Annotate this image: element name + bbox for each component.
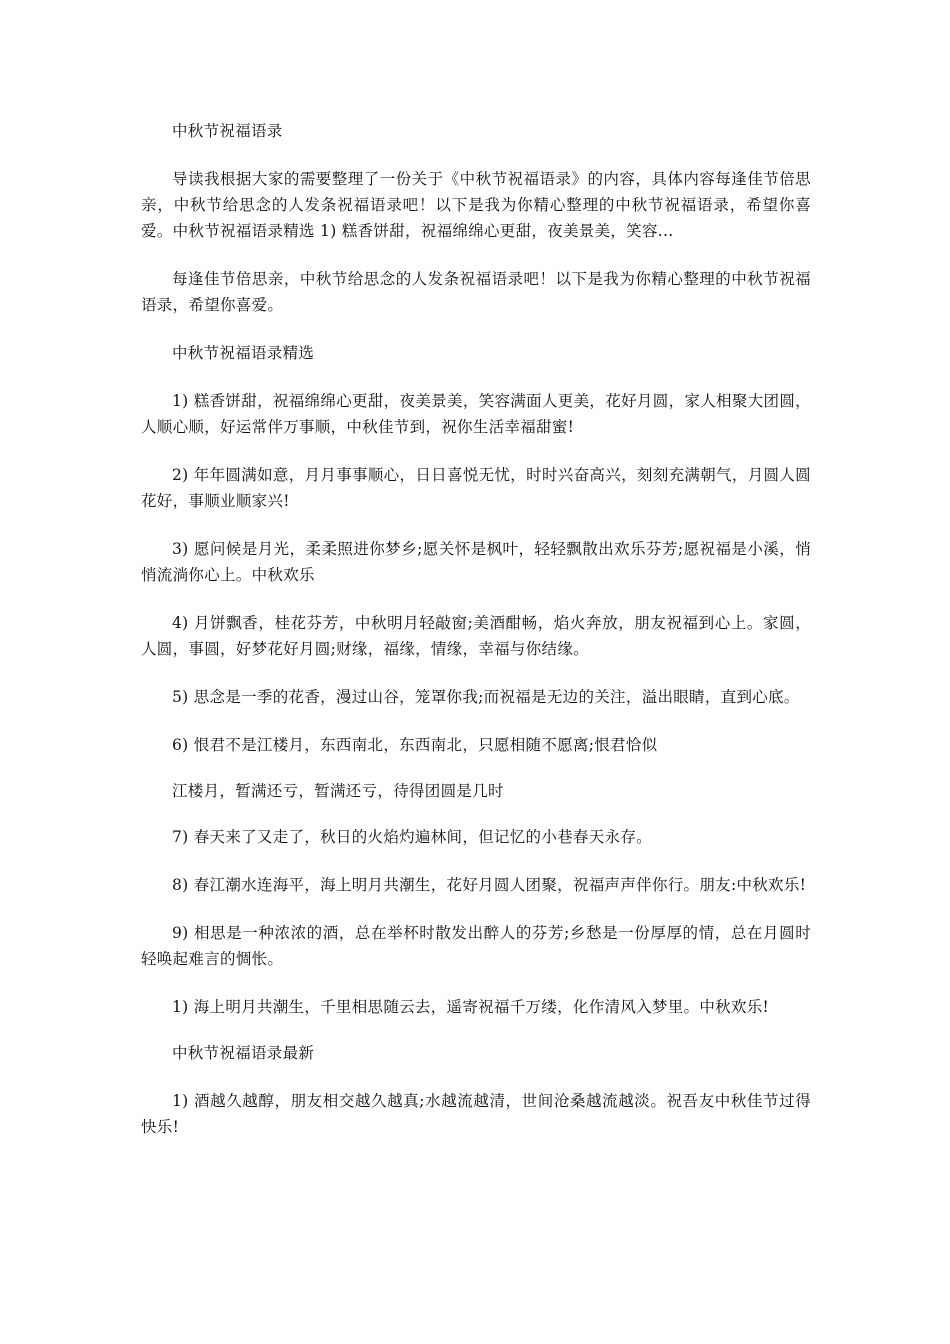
list-item: 6) 恨君不是江楼月，东西南北，东西南北，只愿相随不愿离;恨君恰似 bbox=[172, 736, 658, 754]
list-item: 9) 相思是一种浓浓的酒，总在举杯时散发出醉人的芬芳;乡愁是一份厚厚的情，总在月圆时轻唤起难言的惆怅。 bbox=[141, 924, 811, 968]
list-item: 1) 糕香饼甜，祝福绵绵心更甜，夜美景美，笑容满面人更美，花好月圆，家人相聚大团圆，人顺心顺，好运常伴万事顺，中秋佳节到，祝你生活幸福甜蜜! bbox=[141, 392, 811, 436]
list-item: 4) 月饼飘香，桂花芬芳，中秋明月轻敲窗;美酒酣畅，焰火奔放，朋友祝福到心上。家圆，人圆，事圆，好梦花好月圆;财缘，福缘，情缘，幸福与你结缘。 bbox=[141, 614, 811, 658]
list-item: 2) 年年圆满如意，月月事事顺心，日日喜悦无忧，时时兴奋高兴，刻刻充满朝气，月圆人圆花好，事顺业顺家兴! bbox=[141, 466, 811, 510]
list-item: 江楼月，暂满还亏，暂满还亏，待得团圆是几时 bbox=[172, 782, 504, 800]
list-item: 1) 海上明月共潮生，千里相思随云去，遥寄祝福千万缕，化作清风入梦里。中秋欢乐! bbox=[172, 998, 770, 1016]
list-item: 3) 愿问候是月光，柔柔照进你梦乡;愿关怀是枫叶，轻轻飘散出欢乐芬芳;愿祝福是小溪，悄悄流淌你心上。中秋欢乐 bbox=[141, 540, 811, 584]
list-item: 1) 酒越久越醇，朋友相交越久越真;水越流越清，世间沧桑越流越淡。祝吾友中秋佳节过得快乐! bbox=[141, 1092, 811, 1136]
section-heading-latest: 中秋节祝福语录最新 bbox=[172, 1044, 315, 1062]
list-item: 7) 春天来了又走了，秋日的火焰灼遍林间，但记忆的小巷春天永存。 bbox=[172, 828, 652, 846]
document-body bbox=[141, 118, 811, 1162]
list-item: 5) 思念是一季的花香，漫过山谷，笼罩你我;而祝福是无边的关注，溢出眼睛，直到心底。 bbox=[172, 688, 800, 706]
section-heading-selected: 中秋节祝福语录精选 bbox=[172, 344, 315, 362]
document-title: 中秋节祝福语录 bbox=[172, 122, 283, 140]
intro-paragraph: 导读我根据大家的需要整理了一份关于《中秋节祝福语录》的内容，具体内容每逢佳节倍思亲，中秋节给思念的人发条祝福语录吧！以下是我为你精心整理的中秋节祝福语录，希望你喜爱。中秋节祝福语录精选 1) 糕香饼甜，祝福绵绵心更甜，夜美景美，笑容... bbox=[141, 170, 811, 240]
list-item: 8) 春江潮水连海平，海上明月共潮生，花好月圆人团聚，祝福声声伴你行。朋友:中秋欢乐! bbox=[172, 876, 807, 894]
lead-paragraph: 每逢佳节倍思亲，中秋节给思念的人发条祝福语录吧！以下是我为你精心整理的中秋节祝福语录，希望你喜爱。 bbox=[141, 270, 811, 314]
